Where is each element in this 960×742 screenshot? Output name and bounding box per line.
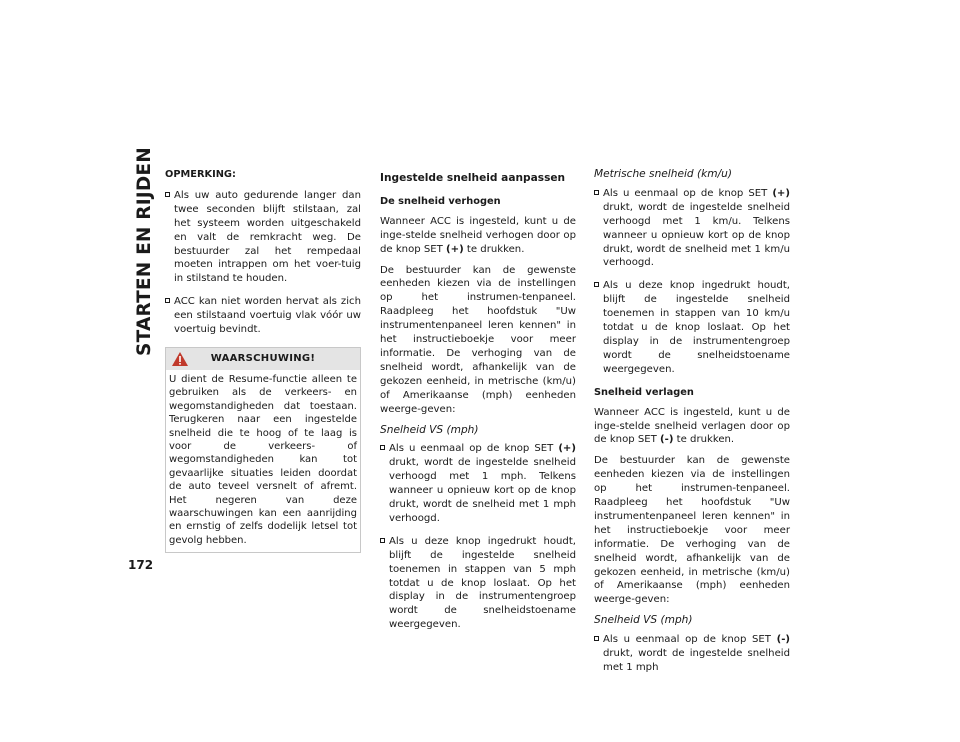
list-item: Als u deze knop ingedrukt houdt, blijft de ingestelde snelheid toenemen in stappen van 10 km/u totdat u de knop loslaat. Op het display in de instrumentengroep wordt de snelheidstoename weergegeven. bbox=[594, 279, 790, 376]
metric-speed-list bbox=[594, 187, 790, 377]
note-heading: OPMERKING: bbox=[165, 169, 236, 180]
square-bullet-icon bbox=[594, 282, 599, 287]
square-bullet-icon bbox=[380, 445, 385, 450]
paragraph: Wanneer ACC is ingesteld, kunt u de inge-stelde snelheid verlagen door op de knop SET (-) te drukken. bbox=[594, 406, 790, 446]
list-item: Als u eenmaal op de knop SET (-) drukt, wordt de ingestelde snelheid met 1 mph bbox=[594, 633, 790, 675]
subheading-us-speed: Snelheid VS (mph) bbox=[594, 614, 693, 627]
square-bullet-icon bbox=[594, 190, 599, 195]
subheading-us-speed: Snelheid VS (mph) bbox=[380, 423, 479, 436]
list-item: ACC kan niet worden hervat als zich een stilstaand voertuig vlak vóór uw voertuig bevindt. bbox=[165, 295, 361, 337]
warning-triangle-icon bbox=[171, 351, 189, 367]
list-item: Als u deze knop ingedrukt houdt, blijft de ingestelde snelheid toenemen in stappen van 5 mph totdat u de knop loslaat. Op het display in de instrumentengroep wordt de snelheidstoename weergegeven. bbox=[380, 535, 576, 632]
warning-header bbox=[166, 348, 360, 370]
note-list bbox=[165, 189, 361, 337]
square-bullet-icon bbox=[380, 538, 385, 543]
list-item: Als u eenmaal op de knop SET (+) drukt, wordt de ingestelde snelheid verhoogd met 1 km/u. Telkens wanneer u opnieuw kort op de knop drukt, wordt de snelheid met 1 km/u verhoogd. bbox=[594, 187, 790, 270]
warning-title: WAARSCHUWING! bbox=[210, 353, 316, 365]
subheading-decrease: Snelheid verlagen bbox=[594, 386, 694, 398]
warning-box bbox=[165, 347, 361, 553]
list-item: Als uw auto gedurende langer dan twee seconden blijft stilstaan, zal het systeem worden uitgeschakeld en valt de remkracht weg. De bestuurder zal het rempedaal moeten intrappen om het voer-tuig in stilstand te houden. bbox=[165, 189, 361, 286]
square-bullet-icon bbox=[165, 192, 170, 197]
paragraph: De bestuurder kan de gewenste eenheden kiezen via de instellingen op het instrumen-tenpaneel. Raadpleeg het hoofdstuk "Uw instrumentenpaneel leren kennen" in het instructieboekje voor meer informatie. De verhoging van de snelheid wordt, afhankelijk van de gekozen eenheid, in metrische (km/u) of Amerikaanse (mph) eenheden weerge-geven: bbox=[380, 264, 576, 415]
column-1 bbox=[165, 168, 361, 553]
list-item: Als u eenmaal op de knop SET (+) drukt, wordt de ingestelde snelheid verhoogd met 1 mph. Telkens wanneer u opnieuw kort op de knop drukt, wordt de snelheid met 1 mph verhoogd. bbox=[380, 442, 576, 525]
us-speed-decrease-list bbox=[594, 633, 790, 675]
section-side-tab bbox=[129, 146, 159, 356]
column-2 bbox=[380, 168, 576, 641]
paragraph: Wanneer ACC is ingesteld, kunt u de inge-stelde snelheid verhogen door op de knop SET (+) te drukken. bbox=[380, 215, 576, 255]
subheading-metric-speed: Metrische snelheid (km/u) bbox=[594, 168, 733, 180]
page-number: 172 bbox=[128, 558, 154, 572]
us-speed-list bbox=[380, 442, 576, 632]
column-3 bbox=[594, 168, 790, 684]
section-heading: Ingestelde snelheid aanpassen bbox=[380, 172, 566, 184]
section-title: STARTEN EN RIJDEN bbox=[133, 146, 155, 356]
paragraph: De bestuurder kan de gewenste eenheden kiezen via de instellingen op het instrumen-tenpaneel. Raadpleeg het hoofdstuk "Uw instrumentenpaneel leren kennen" in het instructieboekje voor meer informatie. De verhoging van de snelheid wordt, afhankelijk van de gekozen eenheid, in metrische (km/u) of Amerikaanse (mph) eenheden weerge-geven: bbox=[594, 455, 790, 606]
square-bullet-icon bbox=[165, 298, 170, 303]
warning-text: U dient de Resume-functie alleen te gebruiken als de verkeers- en wegomstandigheden dat toestaan. Terugkeren naar een ingestelde snelheid die te hoog of te laag is voor de verkeers- of wegomstandigheden kan tot gevaarlijke situaties leiden doordat de auto teveel versnelt of afremt. Het negeren van deze waarschuwingen kan een aanrijding en ernstig of zelfs dodelijk letsel tot gevolg hebben. bbox=[169, 373, 357, 546]
square-bullet-icon bbox=[594, 636, 599, 641]
subheading-increase: De snelheid verhogen bbox=[380, 195, 501, 207]
